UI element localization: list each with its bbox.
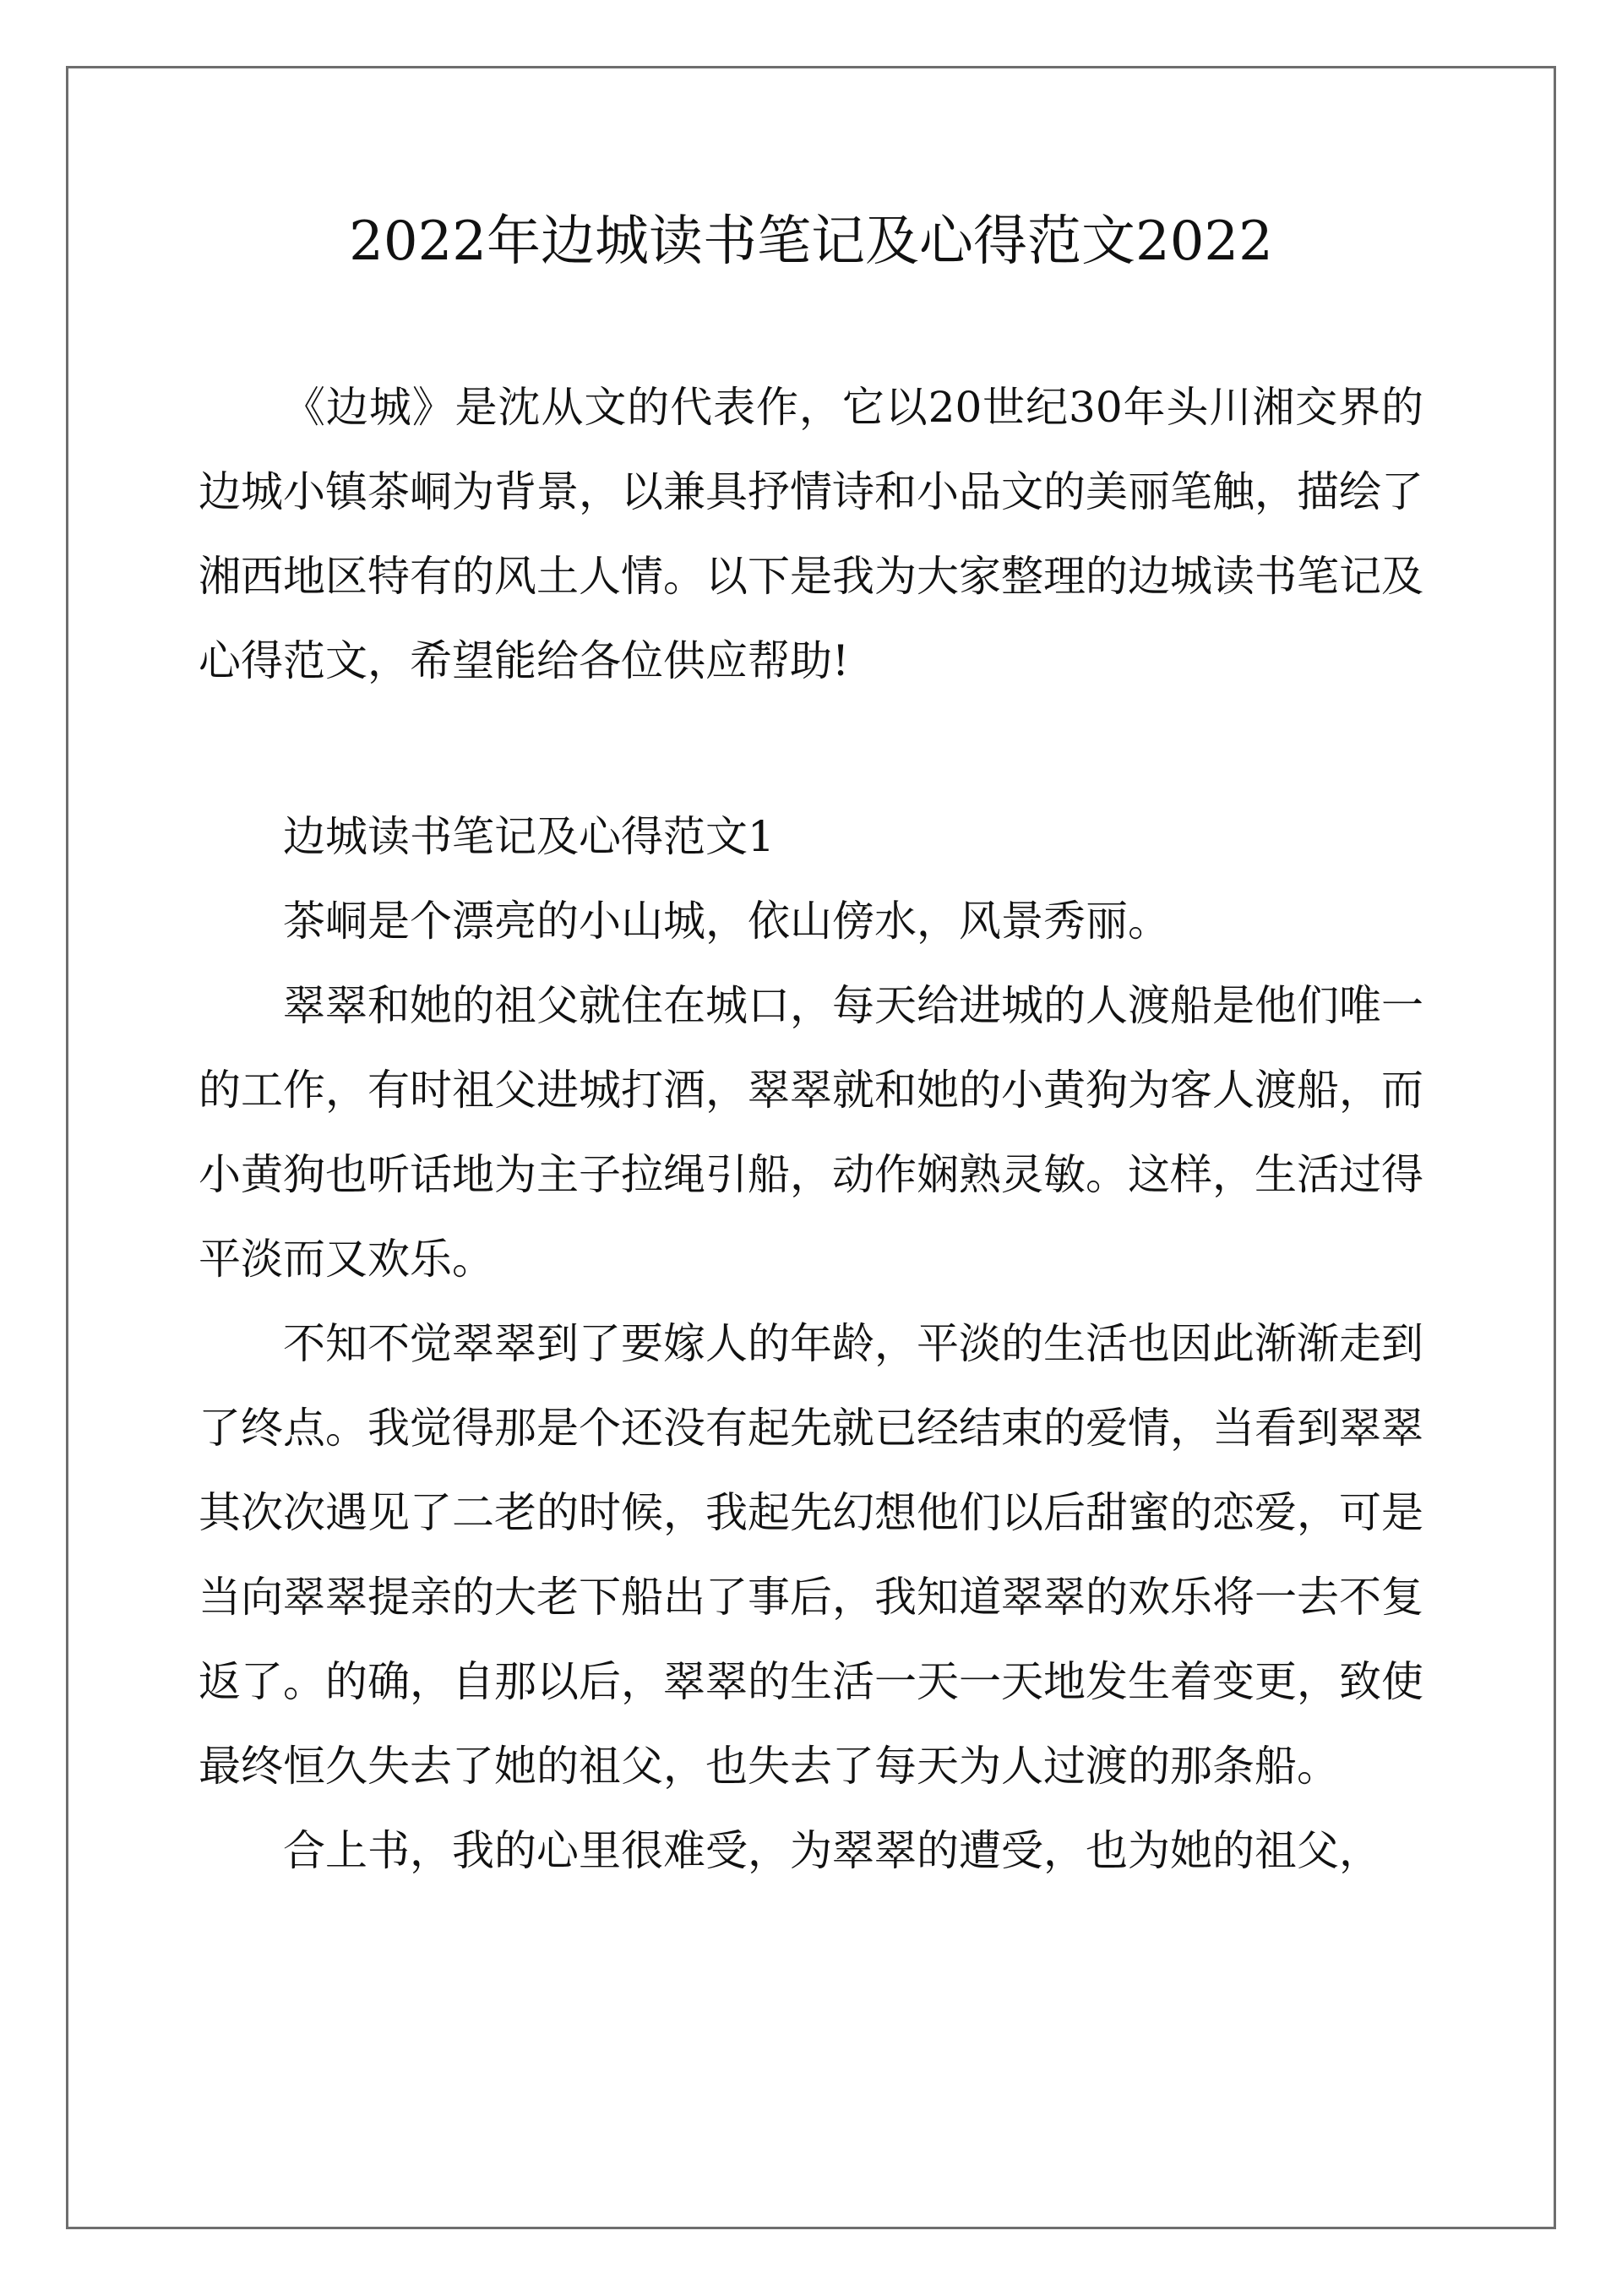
section-block	[199, 794, 1423, 1893]
body-paragraph: 茶峒是个漂亮的小山城，依山傍水，风景秀丽。	[283, 897, 1170, 946]
body-paragraph: 不知不觉翠翠到了要嫁人的年龄，平淡的生活也因此渐渐走到了终点。我觉得那是个还没有起先就已经结束的爱情，当看到翠翠其次次遇见了二老的时候，我起先幻想他们以后甜蜜的恋爱，可是当向翠翠提亲的大老下船出了事后，我知道翠翠的欢乐将一去不复返了。的确，自那以后，翠翠的生活一天一天地发生着变更，致使最终恒久失去了她的祖父，也失去了每天为人过渡的那条船。	[199, 1319, 1423, 1791]
body-paragraph: 翠翠和她的祖父就住在城口，每天给进城的人渡船是他们唯一的工作，有时祖父进城打酒，翠翠就和她的小黄狗为客人渡船，而小黄狗也听话地为主子拉绳引船，动作娴熟灵敏。这样，生活过得平淡而又欢乐。	[199, 981, 1423, 1284]
section-heading: 边城读书笔记及心得范文1	[283, 812, 775, 861]
document-title: 2022年边城读书笔记及心得范文2022	[349, 210, 1273, 273]
intro-paragraph: 《边城》是沈从文的代表作，它以20世纪30年头川湘交界的边城小镇茶峒为背景，以兼具抒情诗和小品文的美丽笔触，描绘了湘西地区特有的风土人情。以下是我为大家整理的边城读书笔记及心得范文，希望能给各位供应帮助!	[199, 383, 1423, 685]
body-paragraph: 合上书，我的心里很难受，为翠翠的遭受，也为她的祖父，	[283, 1826, 1381, 1875]
intro-block	[199, 365, 1423, 703]
